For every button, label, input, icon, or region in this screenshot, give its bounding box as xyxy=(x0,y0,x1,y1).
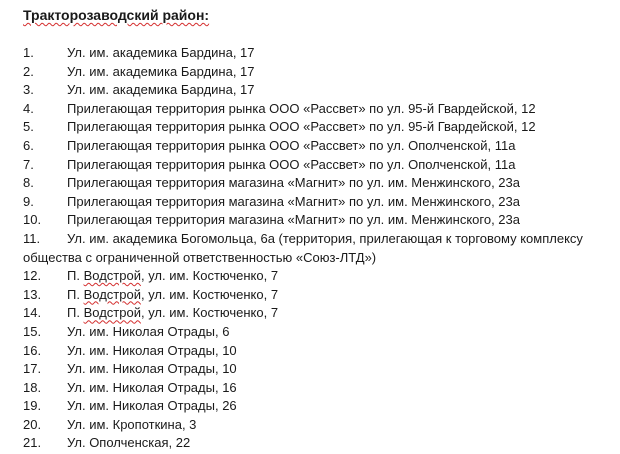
item-text: Ул. им. академика Бардина, 17 xyxy=(67,45,255,60)
list-item xyxy=(23,323,613,342)
item-number: 19. xyxy=(23,398,42,414)
list-item xyxy=(23,118,613,137)
spellcheck-word: Водстрой xyxy=(83,286,141,302)
item-number: 20. xyxy=(23,416,42,432)
item-number: 16. xyxy=(23,342,42,358)
item-number: 21. xyxy=(23,435,42,451)
item-number: 18. xyxy=(23,379,42,395)
list-item xyxy=(23,379,613,398)
list-item xyxy=(23,434,613,453)
address-list xyxy=(23,44,613,453)
item-text-prefix: П. xyxy=(67,305,84,321)
item-number: 4. xyxy=(23,100,34,116)
item-number: 14. xyxy=(23,305,42,321)
item-number: 6. xyxy=(23,137,34,153)
list-item xyxy=(23,156,613,175)
document-page xyxy=(23,6,613,453)
list-item xyxy=(23,286,613,305)
item-text: Прилегающая территория рынка ООО «Рассвет» по ул. Ополченской, 11а xyxy=(67,137,516,153)
item-text-prefix: П. xyxy=(67,268,84,284)
item-text: Ул. Ополченская, 22 xyxy=(67,435,191,451)
item-number: 11. xyxy=(23,230,41,246)
list-item xyxy=(23,44,613,63)
item-number: 9. xyxy=(23,193,34,209)
list-item xyxy=(23,304,613,323)
item-number: 13. xyxy=(23,286,42,302)
list-item xyxy=(23,63,613,82)
list-item xyxy=(23,416,613,435)
item-number: 7. xyxy=(23,156,34,172)
item-number: 12. xyxy=(23,268,42,284)
item-number: 3. xyxy=(23,82,34,98)
item-text-prefix: П. xyxy=(67,286,84,302)
list-item xyxy=(23,174,613,193)
item-text: , ул. им. Костюченко, 7 xyxy=(140,268,279,284)
item-text-line1: Ул. им. академика Богомольца, 6а (территория, прилегающая к торговому комплексу xyxy=(67,230,583,246)
list-item xyxy=(23,360,613,379)
list-item xyxy=(23,342,613,361)
item-text: Прилегающая территория рынка ООО «Рассвет» по ул. 95-й Гвардейской, 12 xyxy=(67,100,536,116)
item-text: , ул. им. Костюченко, 7 xyxy=(140,305,279,321)
item-text: Ул. им. Николая Отрады, 16 xyxy=(67,379,237,395)
item-number: 8. xyxy=(23,175,34,191)
item-text: Прилегающая территория рынка ООО «Рассвет» по ул. 95-й Гвардейской, 12 xyxy=(67,119,536,135)
heading-text: Тракторозаводский район: xyxy=(23,7,210,23)
item-text: Ул. им. академика Бардина, 17 xyxy=(67,63,255,79)
item-text: Ул. им. Николая Отрады, 10 xyxy=(67,361,237,377)
item-number: 15. xyxy=(23,323,42,339)
spellcheck-word: Водстрой xyxy=(83,305,141,321)
item-number: 2. xyxy=(23,63,34,79)
list-item xyxy=(23,230,613,267)
item-number: 5. xyxy=(23,119,34,135)
list-item xyxy=(23,81,613,100)
item-number: 17. xyxy=(23,361,42,377)
list-item xyxy=(23,397,613,416)
item-text: Прилегающая территория магазина «Магнит» по ул. им. Менжинского, 23а xyxy=(67,193,520,209)
list-item xyxy=(23,193,613,212)
item-text: Ул. им. академика Бардина, 17 xyxy=(67,82,255,98)
item-text: Прилегающая территория магазина «Магнит» по ул. им. Менжинского, 23а xyxy=(67,212,520,228)
list-item xyxy=(23,100,613,119)
spellcheck-word: Водстрой xyxy=(83,268,141,284)
item-text: , ул. им. Костюченко, 7 xyxy=(140,286,279,302)
list-item xyxy=(23,137,613,156)
list-item xyxy=(23,267,613,286)
item-text-line2: общества с ограниченной ответственностью «Союз-ЛТД») xyxy=(23,249,377,265)
item-text: Прилегающая территория рынка ООО «Рассвет» по ул. Ополченской, 11а xyxy=(67,156,516,172)
item-text: Ул. им. Кропоткина, 3 xyxy=(67,416,197,432)
section-heading xyxy=(23,6,613,25)
item-text: Прилегающая территория магазина «Магнит» по ул. им. Менжинского, 23а xyxy=(67,175,520,191)
item-number: 10. xyxy=(23,212,42,228)
item-text: Ул. им. Николая Отрады, 10 xyxy=(67,342,237,358)
item-number: 1. xyxy=(23,45,34,60)
item-text: Ул. им. Николая Отрады, 26 xyxy=(67,398,237,414)
item-text: Ул. им. Николая Отрады, 6 xyxy=(67,323,230,339)
list-item xyxy=(23,211,613,230)
